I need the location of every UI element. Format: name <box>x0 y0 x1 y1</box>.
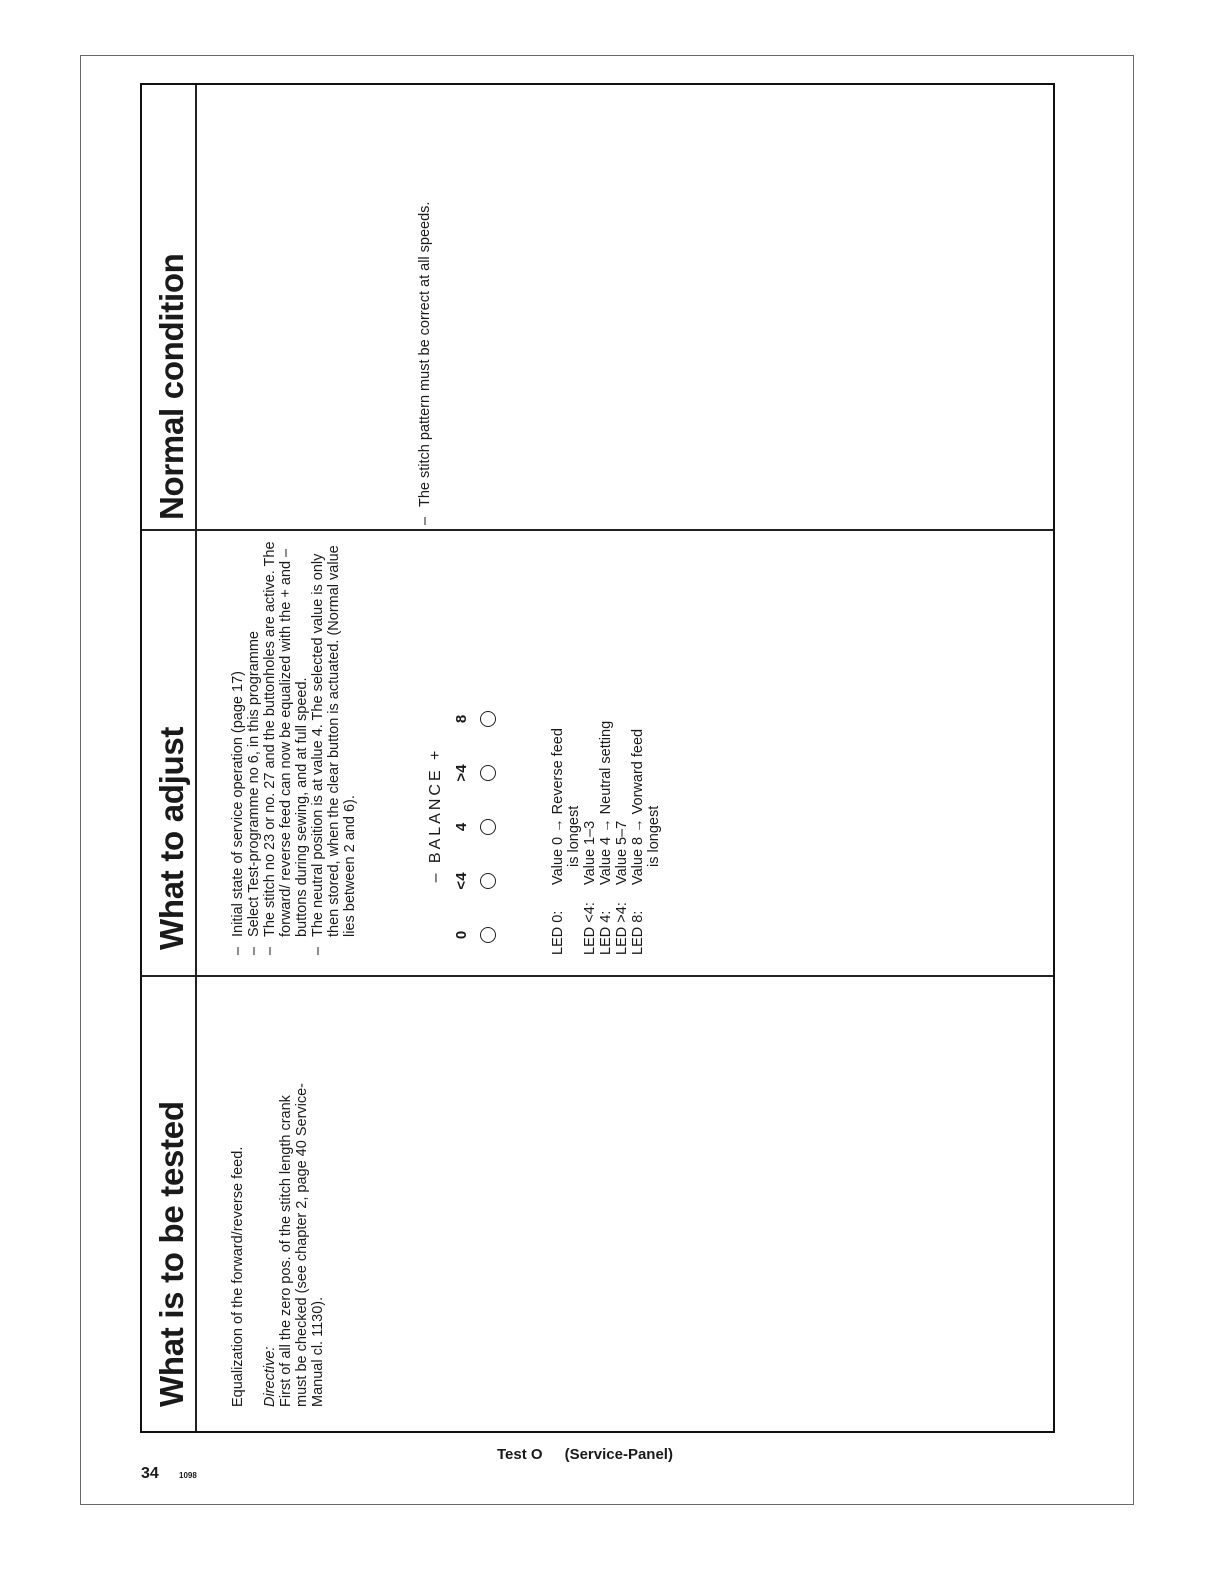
led-desc: is longest <box>646 805 662 867</box>
tested-intro: Equalization of the forward/reverse feed. <box>230 1146 246 1407</box>
page-code: 1098 <box>179 1471 197 1480</box>
rotated-content <box>142 85 1057 1435</box>
led-desc: Value 1–3 <box>582 820 598 885</box>
directive-text: First of all the zero pos. of the stitch length crank must be checked (see chapter 2, page 40 Service-Manual cl. 1130). <box>278 1082 326 1407</box>
adjust-step: – Initial state of service operation (page 17) <box>230 535 246 955</box>
page-number: 34 <box>141 1465 159 1482</box>
balance-value-4: 4 <box>453 822 470 832</box>
led-8-icon <box>480 711 496 727</box>
led-lt4-icon <box>480 873 496 889</box>
test-label: Test O <box>497 1446 543 1463</box>
balance-value-0: 0 <box>453 930 470 940</box>
adjust-step: – The stitch no 23 or no. 27 and the buttonholes are active. The forward/ reverse feed can now be equalized with the + and – buttons during sewing, and at full speed. <box>262 535 310 955</box>
adjust-cell <box>230 535 662 955</box>
header-normal-condition: Normal condition <box>153 253 190 520</box>
balance-value-gt4: >4 <box>453 764 470 782</box>
led-desc: Value 8 → Vorward feed <box>630 728 646 885</box>
balance-value-lt4: <4 <box>453 872 470 890</box>
panel-label: (Service-Panel) <box>564 1446 673 1463</box>
balance-title: – BALANCE + <box>427 747 444 883</box>
balance-value-8: 8 <box>453 714 470 724</box>
footer-title <box>497 1446 673 1463</box>
header-what-is-tested: What is to be tested <box>153 1101 190 1407</box>
led-desc: is longest <box>566 805 582 867</box>
led-4-icon <box>480 819 496 835</box>
led-gt4-icon <box>480 765 496 781</box>
led-desc: Value 5–7 <box>614 820 630 885</box>
adjust-step: – The neutral position is at value 4. The selected value is only then stored, when the clear button is actuated. (Normal value lies between 2 and 6). <box>310 535 358 955</box>
normal-cell <box>417 115 433 525</box>
led-desc: Value 4 → Neutral setting <box>598 720 614 885</box>
led-label: LED >4: <box>614 902 630 955</box>
adjust-step: – Select Test-programme no 6, in this programme <box>246 535 262 955</box>
led-label: LED <4: <box>582 902 598 955</box>
balance-indicator <box>428 535 518 955</box>
adjust-steps <box>230 535 358 955</box>
test-table <box>140 83 1055 1433</box>
led-0-icon <box>480 927 496 943</box>
directive-label: Directive: <box>262 1346 278 1407</box>
tested-cell <box>230 1067 326 1407</box>
led-label: LED 4: <box>598 910 614 955</box>
led-label: LED 8: <box>630 910 646 955</box>
header-what-to-adjust: What to adjust <box>153 726 190 950</box>
led-label: LED 0: <box>550 910 566 955</box>
normal-condition-text: – The stitch pattern must be correct at all speeds. <box>417 115 433 525</box>
led-desc: Value 0 → Reverse feed <box>550 728 566 885</box>
normal-list <box>417 115 433 525</box>
